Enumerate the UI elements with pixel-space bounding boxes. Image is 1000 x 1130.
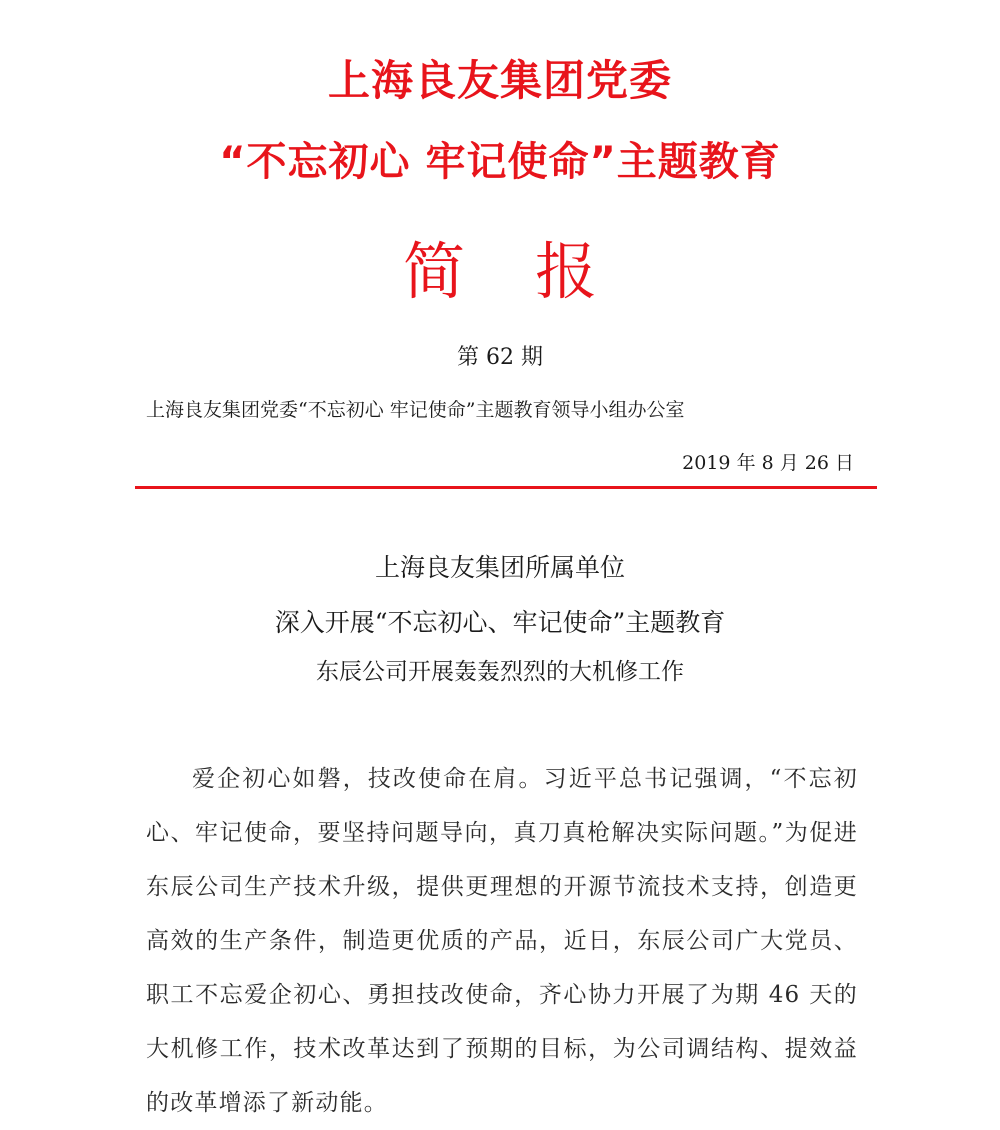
article-heading-line-1: 上海良友集团所属单位: [374, 553, 625, 582]
issue-number: 第 62 期: [457, 345, 543, 370]
issue-date: 2019 年 8 月 26 日: [682, 452, 854, 474]
campaign-title: “不忘初心 牢记使命”主题教育: [219, 139, 781, 185]
article-heading-line-2: 深入开展“不忘初心、牢记使命”主题教育: [274, 608, 726, 637]
red-divider: [135, 486, 877, 489]
org-title: 上海良友集团党委: [327, 56, 672, 105]
bulletin-title: 简报: [402, 235, 667, 308]
article-body-paragraph: 爱企初心如磐，技改使命在肩。习近平总书记强调，“不忘初心、牢记使命，要坚持问题导向，真刀真枪解决实际问题。”为促进东辰公司生产技术升级，提供更理想的开源节流技术支持，创造更高效的生产条件，制造更优质的产品，近日，东辰公司广大党员、职工不忘爱企初心、勇担技改使命，齐心协力开展了为期 46 天的大机修工作，技术改革达到了预期的目标，为公司调结构、提效益的改革增添了新动能。: [146, 766, 858, 1116]
article-subheading: 东辰公司开展轰轰烈烈的大机修工作: [316, 659, 684, 685]
issuer-line: 上海良友集团党委“不忘初心 牢记使命”主题教育领导小组办公室: [146, 399, 685, 421]
